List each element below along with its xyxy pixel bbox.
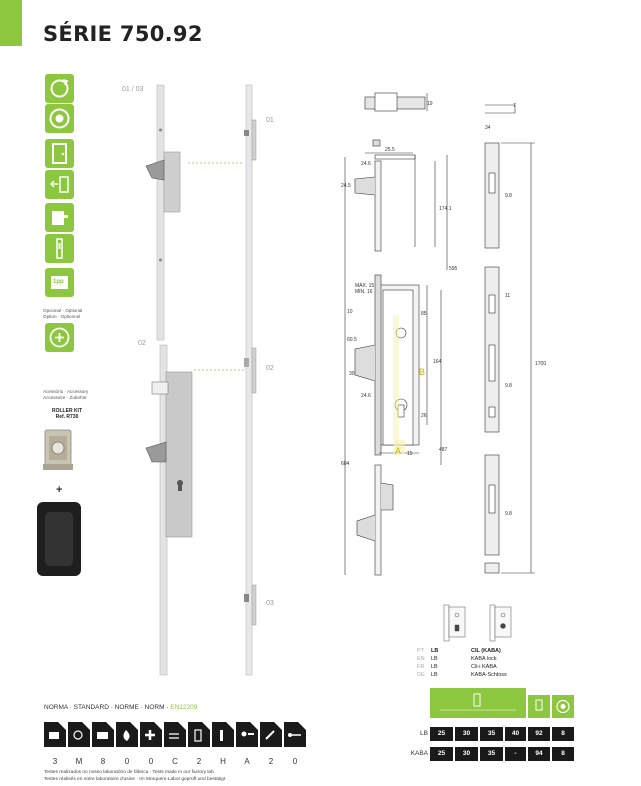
plus-sign: + — [56, 484, 63, 496]
norma-code: 3 — [52, 757, 58, 766]
svg-text:9.8: 9.8 — [505, 193, 512, 199]
spec-cell: 30 — [455, 747, 478, 761]
norma-category-icon — [44, 722, 66, 747]
accessory-label: Acessório · Accessory Accessoire · Zubehör — [43, 389, 89, 400]
spec-header-cylinder-icon — [552, 695, 574, 718]
key-icon — [45, 234, 74, 263]
spec-cell: - — [505, 747, 526, 761]
photo-label-top: 01 / 03 — [122, 86, 144, 93]
lang-row-en: EN LB KABA lock — [417, 656, 497, 662]
svg-text:487: 487 — [439, 447, 448, 453]
svg-text:25.5: 25.5 — [385, 147, 395, 153]
svg-text:9.8: 9.8 — [505, 511, 512, 517]
svg-text:85: 85 — [421, 311, 427, 317]
roller-kit-label: ROLLER KIT Ref. R730 — [52, 408, 82, 420]
svg-text:24.5: 24.5 — [341, 183, 351, 189]
norma-code: 0 — [124, 757, 130, 766]
spec-header-distance-icon — [528, 695, 550, 718]
norma-safety-icon — [140, 722, 162, 747]
spec-header-backset — [430, 688, 526, 718]
side-label-02: 02 — [266, 365, 274, 372]
svg-text:595: 595 — [449, 266, 458, 272]
photo-label-mid: 02 — [138, 340, 146, 347]
spec-cell: 40 — [505, 727, 526, 741]
spec-cell: 35 — [480, 727, 503, 741]
norma-heading: NORMA · STANDARD · NORME · NORM · EN12209 — [44, 704, 198, 711]
norma-corrosion-icon — [164, 722, 186, 747]
norma-code: 8 — [100, 757, 106, 766]
spec-cell: 92 — [528, 727, 550, 741]
handle-cover-image — [37, 502, 81, 576]
lock-variant-diagrams — [440, 595, 540, 645]
spec-row-label-kaba: KABA — [410, 750, 428, 757]
norma-door-icon — [212, 722, 234, 747]
page-title: SÉRIE 750.92 — [43, 22, 203, 46]
svg-text:24.6: 24.6 — [361, 393, 371, 399]
spec-cell: 35 — [480, 747, 503, 761]
norma-key-icon — [236, 722, 258, 747]
svg-text:60.5: 60.5 — [347, 337, 357, 343]
svg-text:1700: 1700 — [535, 361, 547, 367]
norma-lock-icon — [284, 722, 306, 747]
roller-kit-image — [39, 424, 79, 478]
cylinder-icon — [45, 104, 74, 133]
svg-text:164: 164 — [433, 359, 442, 365]
norma-handle-icon — [260, 722, 282, 747]
side-label-03: 03 — [266, 600, 274, 607]
svg-text:15: 15 — [407, 451, 413, 457]
spec-cell: 8 — [552, 727, 574, 741]
norma-code: 2 — [268, 757, 274, 766]
spec-cell: 25 — [430, 727, 453, 741]
add-circle-icon — [45, 323, 74, 352]
optional-label: Opcional · Optional Option · Optionnel — [43, 308, 83, 319]
accent-bar — [0, 0, 22, 46]
svg-text:174.1: 174.1 — [439, 206, 452, 212]
spec-cell: 25 — [430, 747, 453, 761]
svg-text:9.8: 9.8 — [505, 383, 512, 389]
norma-code: 2 — [196, 757, 202, 766]
norma-durability-icon — [68, 722, 90, 747]
norma-code: 0 — [148, 757, 154, 766]
footer-line-1: Testes realizados no nosso laboratório de fábrica · Tests made in our factory lab — [44, 770, 214, 775]
norma-code: H — [220, 757, 226, 766]
spec-cell: 30 — [455, 727, 478, 741]
norma-code: A — [244, 757, 250, 766]
svg-text:604: 604 — [341, 461, 350, 467]
norma-security-icon — [188, 722, 210, 747]
side-label-01: 01 — [266, 117, 274, 124]
svg-text:11: 11 — [505, 293, 511, 299]
svg-text:24.6: 24.6 — [361, 161, 371, 167]
product-photos — [100, 80, 300, 680]
norma-code: 0 — [292, 757, 298, 766]
norma-fire-icon — [116, 722, 138, 747]
norma-code: M — [75, 757, 83, 766]
spec-row-label-lb: LB — [420, 730, 428, 737]
norma-code: C — [172, 757, 178, 766]
lang-row-fr: FR LB Cil-i KABA — [417, 664, 497, 670]
spec-cell: 8 — [552, 747, 574, 761]
lang-row-de: DE LB KABA-Schloss — [417, 672, 507, 678]
technical-drawing — [335, 85, 575, 585]
svg-text:MÁX. 15: MÁX. 15 — [355, 283, 375, 289]
lang-row-pt: PT LB CIL (KABA) — [417, 648, 501, 654]
svg-text:30: 30 — [349, 371, 355, 377]
svg-text:B: B — [419, 367, 426, 377]
handle-position-icon — [45, 170, 74, 199]
svg-text:10: 10 — [347, 309, 353, 315]
svg-text:34: 34 — [485, 125, 491, 131]
norma-mass-icon — [92, 722, 114, 747]
svg-text:A: A — [395, 446, 402, 456]
svg-text:7: 7 — [513, 103, 516, 109]
footer-line-2: Testes réalisés en notre laboratoire d'usine · Im Morquem-Labor geprüft und bestätigt — [44, 777, 226, 782]
latch-door-icon — [45, 203, 74, 232]
backset-icon: 1pp — [45, 268, 74, 297]
svg-text:MÍN. 16: MÍN. 16 — [355, 289, 373, 295]
rotate-icon — [45, 74, 74, 103]
svg-text:26: 26 — [421, 413, 427, 419]
door-icon — [45, 139, 74, 168]
spec-cell: 94 — [528, 747, 550, 761]
svg-text:19: 19 — [427, 101, 433, 107]
